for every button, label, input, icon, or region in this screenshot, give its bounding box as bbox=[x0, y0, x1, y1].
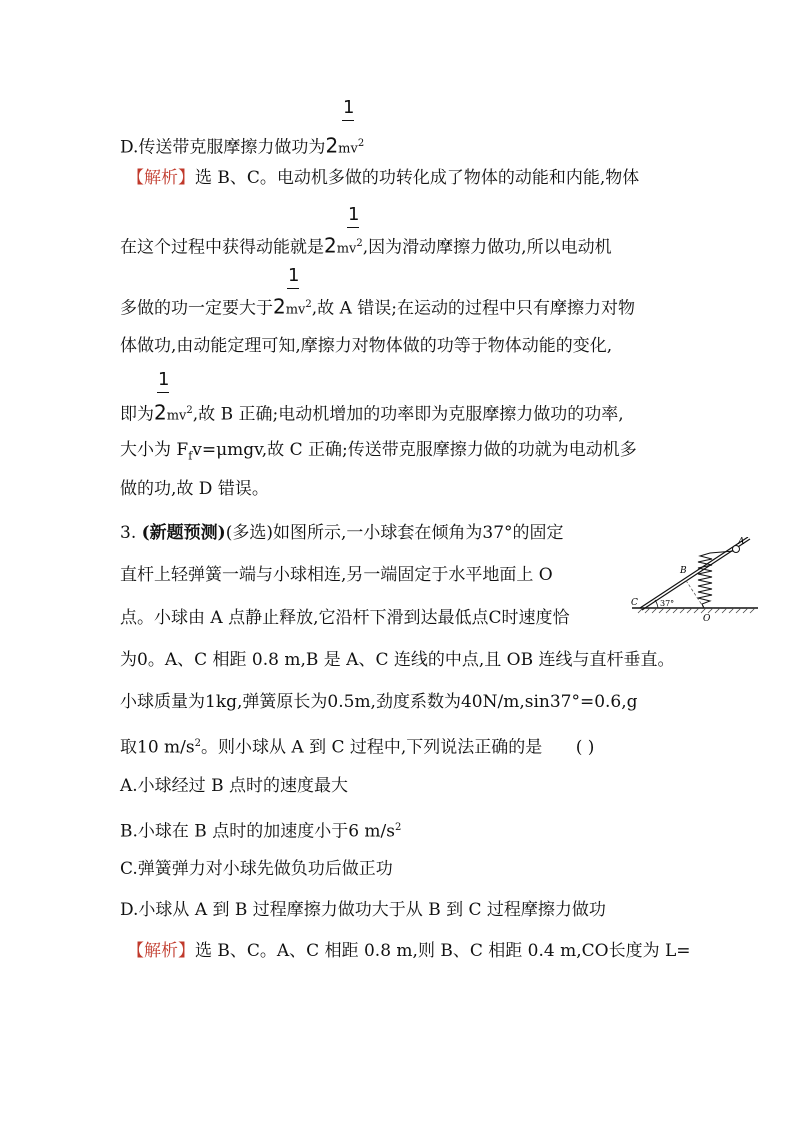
ob-dashed-line bbox=[685, 579, 704, 608]
fraction-denominator: 2 bbox=[325, 133, 339, 158]
mv-text: mv bbox=[338, 141, 358, 157]
fraction-numerator: 1 bbox=[348, 204, 360, 225]
label-o: O bbox=[703, 614, 711, 624]
analysis-text: 选 B、C。A、C 相距 0.8 m,则 B、C 相距 0.4 m,CO长度为 L= bbox=[195, 941, 691, 961]
question-text: 如图所示,一小球套在倾角为37°的固定 bbox=[273, 523, 564, 543]
analysis-text: ,故 B 正确;电动机增加的功率即为克服摩擦力做功的功率, bbox=[192, 404, 624, 425]
question-number: 3. bbox=[120, 523, 137, 543]
analysis-text: 选 B、C。电动机多做的功转化成了物体的动能和内能,物体 bbox=[195, 168, 640, 188]
label-a: A bbox=[738, 537, 745, 547]
question-3-line-5: 小球质量为1kg,弹簧原长为0.5m,劲度系数为40N/m,sin37°=0.6,g bbox=[120, 692, 638, 712]
superscript: 2 bbox=[194, 738, 201, 749]
option-text: B.小球在 B 点时的加速度小于6 m/s bbox=[120, 821, 395, 842]
option-b bbox=[120, 818, 401, 842]
analysis-1-line-3: 多做的功一定要大于$2mv^2$,故 A 错误;在运动的过程中只有摩擦力对物 bbox=[120, 294, 635, 319]
analysis-1-line-4: 体做功,由动能定理可知,摩擦力对物体做的功等于物体动能的变化, bbox=[120, 336, 613, 356]
analysis-1-line-5: 即为$2mv^2$,故 B 正确;电动机增加的功率即为克服摩擦力做功的功率, bbox=[120, 400, 624, 425]
analysis-1-line-2: 在这个过程中获得动能就是$2mv^2$,因为滑动摩擦力做功,所以电动机 bbox=[120, 233, 612, 258]
question-3-line-6 bbox=[120, 734, 594, 758]
analysis-text: v=μmgv,故 C 正确;传送带克服摩擦力做的功就为电动机多 bbox=[192, 440, 637, 460]
analysis-1-line-6 bbox=[120, 440, 637, 466]
fraction-bar bbox=[342, 120, 354, 121]
angle-label: 37° bbox=[660, 599, 675, 608]
answer-parentheses: ( ) bbox=[575, 737, 595, 758]
spring-coil bbox=[698, 551, 734, 608]
analysis-text: 大小为 F bbox=[120, 440, 189, 460]
analysis-tag: 【解析】 bbox=[127, 168, 195, 188]
question-3-line-3: 点。小球由 A 点静止释放,它沿杆下滑到达最低点C时速度恰 bbox=[120, 608, 570, 628]
fraction-denominator: 2 bbox=[324, 233, 337, 258]
analysis-text: 即为 bbox=[120, 404, 154, 425]
option-d: D.小球从 A 到 B 过程摩擦力做功大于从 B 到 C 过程摩擦力做功 bbox=[120, 900, 606, 920]
question-tag: (新题预测) bbox=[141, 523, 226, 543]
label-c: C bbox=[631, 598, 638, 608]
fraction-numerator: 1 bbox=[288, 265, 300, 286]
question-text: 取10 m/s bbox=[120, 737, 195, 758]
option-d-text: D.传送带克服摩擦力做功为 bbox=[120, 137, 326, 158]
analysis-text: ,故 A 错误;在运动的过程中只有摩擦力对物 bbox=[311, 298, 635, 319]
fraction-bar bbox=[347, 227, 359, 228]
question-text: 。则小球从 A 到 C 过程中,下列说法正确的是 bbox=[200, 737, 543, 758]
fraction-numerator: 1 bbox=[343, 97, 355, 118]
label-b: B bbox=[680, 566, 687, 576]
fraction-denominator: 2 bbox=[154, 400, 167, 425]
analysis-1-line-1 bbox=[127, 168, 639, 188]
analysis-tag: 【解析】 bbox=[127, 941, 195, 961]
option-a: A.小球经过 B 点时的速度最大 bbox=[120, 776, 348, 796]
exponent: 2 bbox=[357, 138, 365, 149]
option-d-previous bbox=[120, 134, 364, 160]
superscript: 2 bbox=[395, 822, 402, 833]
analysis-text: 多做的功一定要大于 bbox=[120, 298, 273, 319]
fraction-denominator: 2 bbox=[273, 294, 286, 319]
analysis-1-line-7: 做的功,故 D 错误。 bbox=[120, 479, 269, 499]
option-c: C.弹簧弹力对小球先做负功后做正功 bbox=[120, 859, 393, 879]
question-3-line-4: 为0。A、C 相距 0.8 m,B 是 A、C 连线的中点,且 OB 连线与直杆垂直。 bbox=[120, 650, 675, 670]
fraction-bar bbox=[157, 392, 169, 393]
fraction-bar bbox=[287, 288, 299, 289]
analysis-text: ,因为滑动摩擦力做功,所以电动机 bbox=[362, 237, 612, 258]
question-3-line-1 bbox=[120, 523, 564, 543]
question-type: (多选) bbox=[225, 523, 273, 543]
question-3-line-2: 直杆上轻弹簧一端与小球相连,另一端固定于水平地面上 O bbox=[120, 565, 553, 585]
fraction-numerator: 1 bbox=[158, 369, 170, 390]
angle-arc bbox=[655, 600, 658, 608]
subscript: f bbox=[188, 449, 193, 463]
incline-spring-diagram bbox=[630, 537, 770, 627]
rod-line bbox=[640, 537, 748, 608]
analysis-text: 在这个过程中获得动能就是 bbox=[120, 237, 324, 258]
analysis-2-line-1 bbox=[127, 941, 691, 961]
